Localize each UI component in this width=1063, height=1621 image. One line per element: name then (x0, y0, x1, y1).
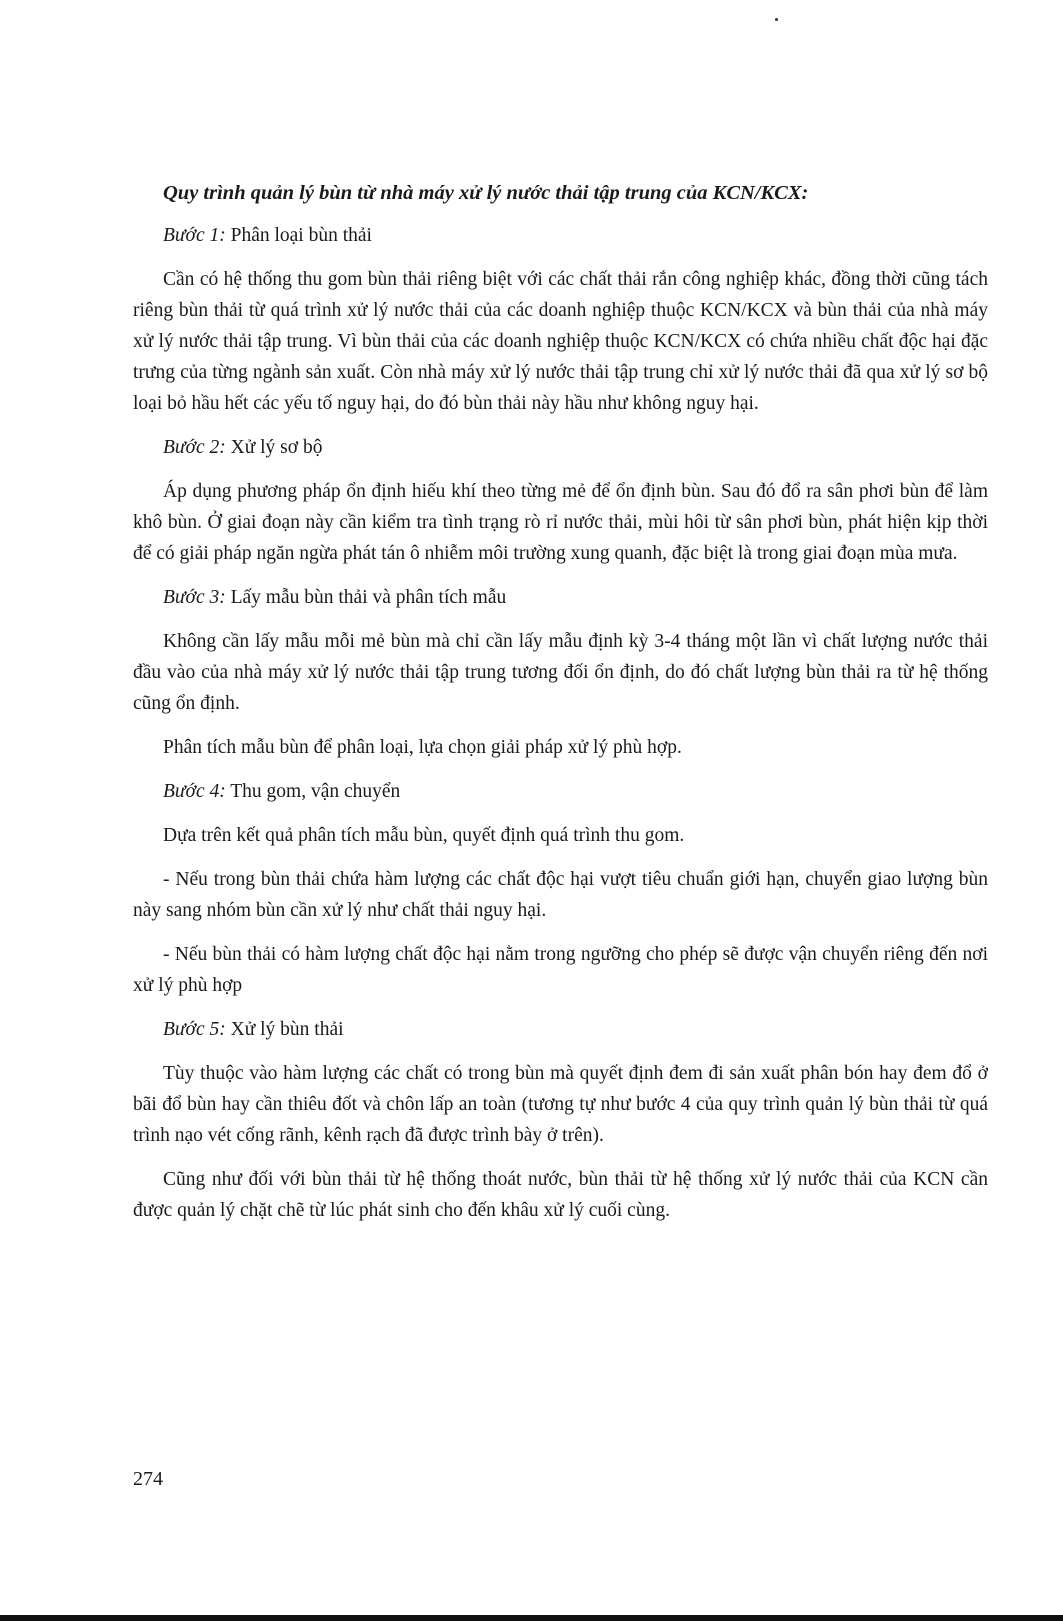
step-3-heading (163, 582, 988, 613)
step-3-paragraph-1: Không cần lấy mẫu mỗi mẻ bùn mà chỉ cần lấy mẫu định kỳ 3-4 tháng một lần vì chất lượng nước thải đầu vào của nhà máy xử lý nước thải tập trung tương đối ổn định, do đó chất lượng bùn thải ra từ hệ thống cũng ổn định. (133, 631, 988, 714)
step-3-label: Bước 3: (163, 587, 226, 608)
page-content (133, 178, 988, 1239)
step-2-label: Bước 2: (163, 437, 226, 458)
page-number: 274 (133, 1468, 163, 1490)
closing-paragraph: Cũng như đối với bùn thải từ hệ thống thoát nước, bùn thải từ hệ thống xử lý nước thải của KCN cần được quản lý chặt chẽ từ lúc phát sinh cho đến khâu xử lý cuối cùng. (133, 1169, 988, 1221)
step-5-label: Bước 5: (163, 1019, 226, 1040)
step-1-heading (163, 220, 988, 251)
step-4-heading (163, 776, 988, 807)
scan-artifact (775, 18, 778, 21)
step-5-title: Xử lý bùn thải (225, 1019, 344, 1040)
step-1-title: Phân loại bùn thải (225, 225, 372, 246)
step-4-title: Thu gom, vận chuyển (225, 781, 401, 802)
step-3-title: Lấy mẫu bùn thải và phân tích mẫu (225, 587, 507, 608)
step-4-label: Bước 4: (163, 781, 226, 802)
scan-bottom-edge (0, 1615, 1063, 1621)
step-2-heading (163, 432, 988, 463)
step-2-paragraph: Áp dụng phương pháp ổn định hiếu khí theo từng mẻ để ổn định bùn. Sau đó đổ ra sân phơi bùn để làm khô bùn. Ở giai đoạn này cần kiểm tra tình trạng rò rỉ nước thải, mùi hôi từ sân phơi bùn, phát hiện kịp thời để có giải pháp ngăn ngừa phát tán ô nhiễm môi trường xung quanh, đặc biệt là trong giai đoạn mùa mưa. (133, 481, 988, 564)
section-heading: Quy trình quản lý bùn từ nhà máy xử lý nước thải tập trung của KCN/KCX: (163, 182, 809, 204)
step-1-paragraph: Cần có hệ thống thu gom bùn thải riêng biệt với các chất thải rắn công nghiệp khác, đồng thời cũng tách riêng bùn thải từ quá trình xử lý nước thải của các doanh nghiệp thuộc KCN/KCX và bùn thải của nhà máy xử lý nước thải tập trung. Vì bùn thải của các doanh nghiệp thuộc KCN/KCX có chứa nhiều chất độc hại đặc trưng của từng ngành sản xuất. Còn nhà máy xử lý nước thải tập trung chỉ xử lý nước thải đã qua xử lý sơ bộ loại bỏ hầu hết các yếu tố nguy hại, do đó bùn thải này hầu như không nguy hại. (133, 269, 988, 414)
step-4-paragraph-2: - Nếu trong bùn thải chứa hàm lượng các chất độc hại vượt tiêu chuẩn giới hạn, chuyển giao lượng bùn này sang nhóm bùn cần xử lý như chất thải nguy hại. (133, 869, 988, 921)
step-2-title: Xử lý sơ bộ (225, 437, 323, 458)
step-4-paragraph-3: - Nếu bùn thải có hàm lượng chất độc hại nằm trong ngưỡng cho phép sẽ được vận chuyển riêng đến nơi xử lý phù hợp (133, 944, 988, 996)
step-3-paragraph-2: Phân tích mẫu bùn để phân loại, lựa chọn giải pháp xử lý phù hợp. (163, 737, 682, 758)
step-4-paragraph-1: Dựa trên kết quả phân tích mẫu bùn, quyết định quá trình thu gom. (163, 825, 685, 846)
step-1-label: Bước 1: (163, 225, 226, 246)
step-5-paragraph: Tùy thuộc vào hàm lượng các chất có trong bùn mà quyết định đem đi sản xuất phân bón hay đem đổ ở bãi đổ bùn hay cần thiêu đốt và chôn lấp an toàn (tương tự như bước 4 của quy trình quản lý bùn thải từ quá trình nạo vét cống rãnh, kênh rạch đã được trình bày ở trên). (133, 1063, 988, 1146)
step-5-heading (163, 1014, 988, 1045)
